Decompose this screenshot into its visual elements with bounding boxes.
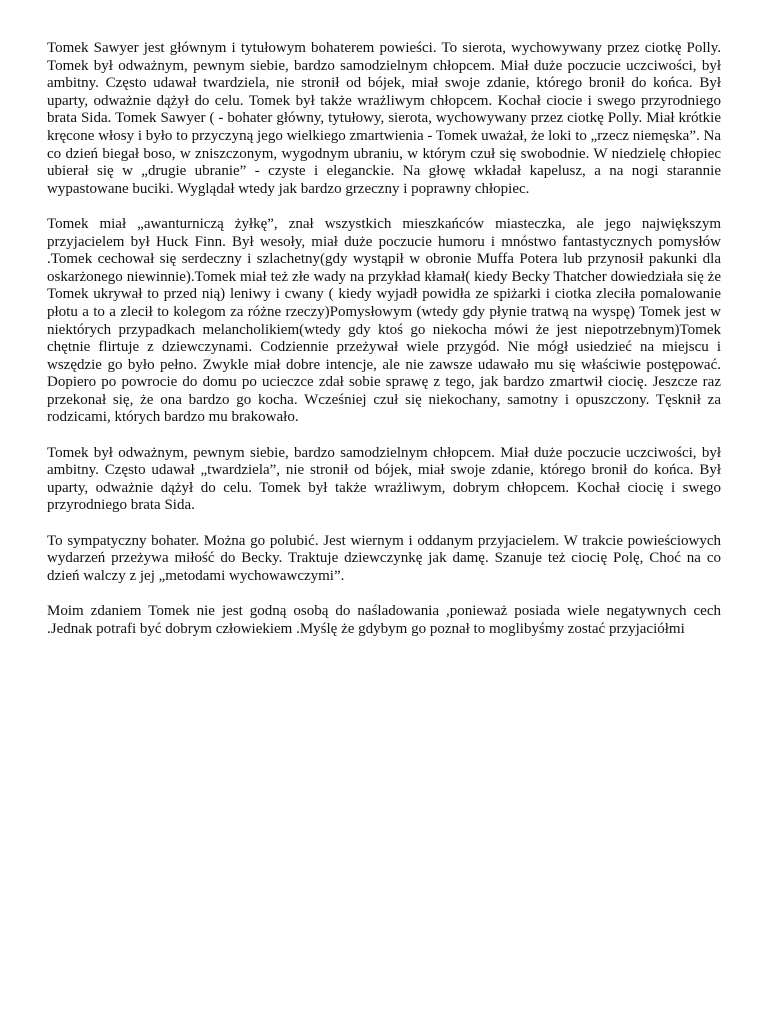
paragraph-character-traits: Tomek miał „awanturniczą żyłkę”, znał wszystkich mieszkańców miasteczka, ale jego największym przyjacielem był Huck Finn. Był wesoły, miał duże poczucie humoru i mnóstwo fantastycznych pomysłów .Tomek cechował się serdeczny i szlachetny(gdy wystąpił w obronie Muffa Potera lub przynosił pakunki dla oskarżonego niewinnie).Tomek miał też złe wady na przykład kłamał( kiedy Becky Thatcher dowiedziała się że Tomek ukrywał to przed nią) leniwy i cwany ( kiedy wyjadł powidła ze spiżarki i ciotka zleciła pomalowanie płotu a to a zlecił to kolegom za różne rzeczy)Pomysłowym (wtedy gdy płynie tratwą na wyspę) Tomek jest w niektórych przypadkach melancholikiem(wtedy gdy ktoś go niekocha mówi że jest niepotrzebnym)Tomek chętnie flirtuje z dziewczynami. Codziennie przeżywał wiele przygód. Nie mógł usiedzieć na miejscu i wszędzie go było pełno. Zwykle miał dobre intencje, ale nie zawsze udawało mu się właściwie postępować. Dopiero po powrocie do domu po ucieczce zdał sobie sprawę z tego, jak bardzo zmartwił ciocię. Jeszcze raz przekonał się, że ona bardzo go kocha. Wcześniej czuł się niekochany, samotny i opuszczony. Tęsknił za rodzicami, których bardzo mu brakowało. <box>47 215 721 426</box>
paragraph-intro: Tomek Sawyer jest głównym i tytułowym bohaterem powieści. To sierota, wychowywany przez ciotkę Polly. Tomek był odważnym, pewnym siebie, bardzo samodzielnym chłopcem. Miał duże poczucie uczciwości, był ambitny. Często udawał twardziela, nie stronił od bójek, miał swoje zdanie, którego bronił do końca. Był uparty, odważnie dążył do celu. Tomek był także wrażliwym chłopcem. Kochał ciocie i swego przyrodniego brata Sida. Tomek Sawyer ( - bohater główny, tytułowy, sierota, wychowywany przez ciotkę Polly. Miał krótkie kręcone włosy i było to przyczyną jego wielkiego zmartwienia - Tomek uważał, że loki to „rzecz niemęska”. Na co dzień biegał boso, w zniszczonym, wygodnym ubraniu, w którym czuł się swobodnie. W niedzielę chłopiec ubierał się w „drugie ubranie” - czyste i eleganckie. Na głowę wkładał kapelusz, a na nogi starannie wypastowane buciki. Wyglądał wtedy jak bardzo grzeczny i poprawny chłopiec. <box>47 40 721 197</box>
document-page <box>47 40 721 656</box>
paragraph-opinion: Moim zdaniem Tomek nie jest godną osobą do naśladowania ,ponieważ posiada wiele negatywnych cech .Jednak potrafi być dobrym człowiekiem .Myślę że gdybym go poznał to moglibyśmy zostać przyjaciółmi <box>47 603 721 637</box>
paragraph-summary: Tomek był odważnym, pewnym siebie, bardzo samodzielnym chłopcem. Miał duże poczucie uczciwości, był ambitny. Często udawał „twardziela”, nie stronił od bójek, miał swoje zdanie, którego bronił do końca. Był uparty, odważnie dążył do celu. Tomek był także wrażliwym, dobrym chłopcem. Kochał ciocię i swego przyrodniego brata Sida. <box>47 444 721 514</box>
paragraph-sympathetic-hero: To sympatyczny bohater. Można go polubić. Jest wiernym i oddanym przyjacielem. W trakcie powieściowych wydarzeń przeżywa miłość do Becky. Traktuje dziewczynkę jak damę. Szanuje też ciocię Polę, Choć na co dzień walczy z jej „metodami wychowawczymi”. <box>47 532 721 584</box>
